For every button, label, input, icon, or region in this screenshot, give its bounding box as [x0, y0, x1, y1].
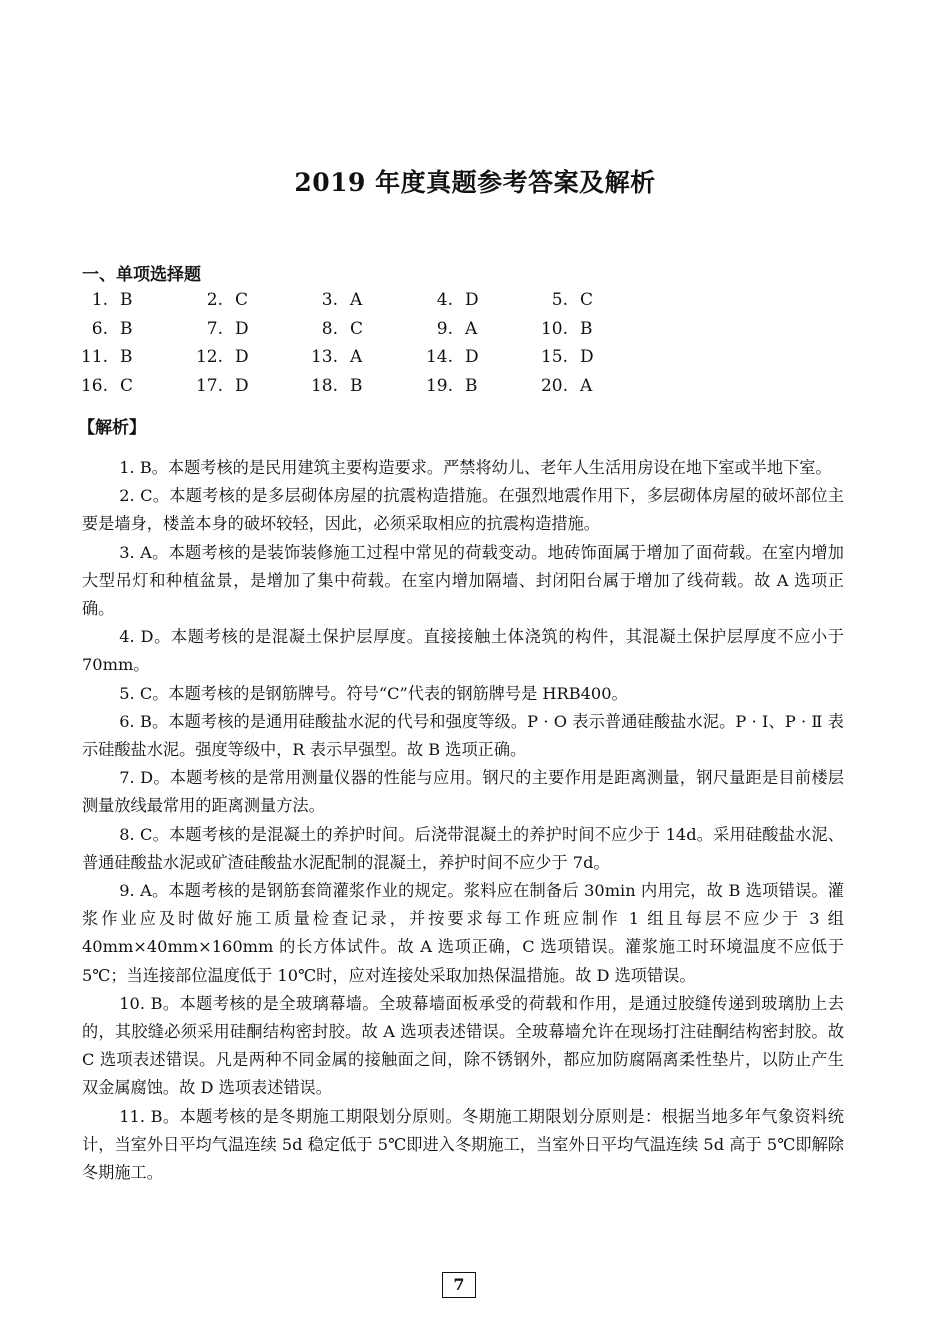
answer-number: 12. [195, 347, 223, 367]
answer-letter: D [235, 375, 249, 396]
answer-letter: B [120, 290, 133, 310]
answer-item [193, 343, 308, 371]
answer-number: 4. [436, 290, 453, 310]
answer-item [193, 315, 308, 343]
answer-number: 14. [425, 347, 453, 367]
answer-letter: D [580, 347, 594, 367]
analysis-body [82, 454, 844, 1187]
answer-letter: B [350, 375, 363, 396]
answer-number: 20. [540, 375, 568, 396]
answer-number: 2. [206, 290, 223, 310]
answer-row [78, 343, 638, 372]
answer-number: 10. [540, 318, 568, 339]
answer-letter: C [350, 318, 364, 339]
answer-letter: A [350, 347, 363, 367]
analysis-paragraph: 8. C。本题考核的是混凝土的养护时间。后浇带混凝土的养护时间不应少于 14d。采用硅酸盐水泥、普通硅酸盐水泥或矿渣硅酸盐水泥配制的混凝土，养护时间不应少于 7d。 [82, 824, 844, 872]
answer-number: 1. [91, 290, 108, 310]
answer-number: 3. [321, 290, 338, 310]
answer-letter: C [235, 290, 249, 310]
answer-letter: D [465, 290, 479, 310]
answer-letter: B [120, 347, 133, 367]
answer-item [538, 315, 653, 343]
answer-item [78, 286, 193, 314]
analysis-paragraph: 4. D。本题考核的是混凝土保护层厚度。直接接触土体浇筑的构件，其混凝土保护层厚度不应小于 70mm。 [82, 627, 844, 675]
answer-letter: A [465, 318, 478, 339]
answer-item [538, 286, 653, 314]
answer-row [78, 315, 638, 344]
answer-number: 9. [436, 318, 453, 339]
answer-item [78, 372, 193, 400]
analysis-paragraph: 7. D。本题考核的是常用测量仪器的性能与应用。钢尺的主要作用是距离测量，钢尺量距是目前楼层测量放线最常用的距离测量方法。 [82, 768, 844, 816]
answer-number: 11. [80, 347, 108, 367]
answer-row [78, 286, 638, 315]
answer-letter: B [120, 318, 133, 339]
analysis-paragraph: 2. C。本题考核的是多层砌体房屋的抗震构造措施。在强烈地震作用下，多层砌体房屋的破坏部位主要是墙身，楼盖本身的破坏较轻，因此，必须采取相应的抗震构造措施。 [82, 486, 844, 534]
answer-number: 5. [551, 290, 568, 310]
answer-letter: D [235, 347, 249, 367]
analysis-paragraph: 10. B。本题考核的是全玻璃幕墙。全玻幕墙面板承受的荷载和作用，是通过胶缝传递到玻璃肋上去的，其胶缝必须采用硅酮结构密封胶。故 A 选项表述错误。全玻幕墙允许在现场打注硅酮结构密封胶。故 C 选项表述错误。凡是两种不同金属的接触面之间，除不锈钢外，都应加防腐隔离柔性垫片，以防止产生双金属腐蚀。故 D 选项表述错误。 [82, 993, 844, 1098]
analysis-paragraph: 6. B。本题考核的是通用硅酸盐水泥的代号和强度等级。P · O 表示普通硅酸盐水泥。P · Ⅰ、P · Ⅱ 表示硅酸盐水泥。强度等级中，R 表示早强型。故 B 选项正确。 [82, 711, 844, 760]
answer-item [423, 315, 538, 343]
analysis-paragraph: 1. B。本题考核的是民用建筑主要构造要求。严禁将幼儿、老年人生活用房设在地下室或半地下室。 [119, 458, 832, 477]
answer-number: 7. [206, 318, 223, 339]
analysis-paragraph: 11. B。本题考核的是冬期施工期限划分原则。冬期施工期限划分原则是：根据当地多年气象资料统计，当室外日平均气温连续 5d 稳定低于 5℃即进入冬期施工，当室外日平均气温连续 5d 高于 5℃即解除冬期施工。 [82, 1106, 844, 1183]
answer-item [78, 343, 193, 371]
answer-item [423, 372, 538, 400]
answer-item [193, 372, 308, 400]
answer-number: 13. [310, 347, 338, 367]
answer-number: 16. [80, 375, 108, 396]
answer-letter: D [465, 347, 479, 367]
answer-letter: D [235, 318, 249, 339]
answer-item [193, 286, 308, 314]
answer-letter: C [580, 290, 594, 310]
answer-number: 17. [195, 375, 223, 396]
analysis-heading: 【解析】 [78, 418, 146, 438]
answer-letter: B [580, 318, 593, 339]
section-heading: 一、单项选择题 [82, 265, 201, 285]
answer-item [308, 343, 423, 371]
analysis-paragraph: 5. C。本题考核的是钢筋牌号。符号“C”代表的钢筋牌号是 HRB400。 [119, 683, 628, 703]
answer-letter: C [120, 375, 134, 396]
answer-item [423, 343, 538, 371]
answer-item [78, 315, 193, 343]
answer-letter: B [465, 375, 478, 396]
answer-letter: A [350, 290, 363, 310]
answer-number: 6. [91, 318, 108, 339]
analysis-paragraph: 9. A。本题考核的是钢筋套筒灌浆作业的规定。浆料应在制备后 30min 内用完，故 B 选项错误。灌浆作业应及时做好施工质量检查记录，并按要求每工作班应制作 1 组且每层不应少于 3 组 40mm×40mm×160mm 的长方体试件。故 A 选项正确，C 选项错误。灌浆施工时环境温度不应低于 5℃；当连接部位温度低于 10℃时，应对连接处采取加热保温措施。故 D 选项错误。 [82, 881, 844, 985]
answer-number: 8. [321, 318, 338, 339]
answer-number: 18. [310, 375, 338, 396]
answer-letter: A [580, 375, 593, 396]
answer-number: 15. [540, 347, 568, 367]
answer-item [423, 286, 538, 314]
answer-row [78, 372, 638, 401]
page-title: 2019 年度真题参考答案及解析 [294, 168, 656, 197]
answer-number: 19. [425, 375, 453, 396]
answer-item [308, 372, 423, 400]
answer-item [538, 372, 653, 400]
answer-grid [78, 286, 638, 400]
page-number: 7 [442, 1272, 476, 1298]
analysis-paragraph: 3. A。本题考核的是装饰装修施工过程中常见的荷载变动。地砖饰面属于增加了面荷载。在室内增加大型吊灯和种植盆景，是增加了集中荷载。在室内增加隔墙、封闭阳台属于增加了线荷载。故 A 选项正确。 [82, 542, 844, 619]
answer-item [308, 286, 423, 314]
answer-item [538, 343, 653, 371]
answer-item [308, 315, 423, 343]
